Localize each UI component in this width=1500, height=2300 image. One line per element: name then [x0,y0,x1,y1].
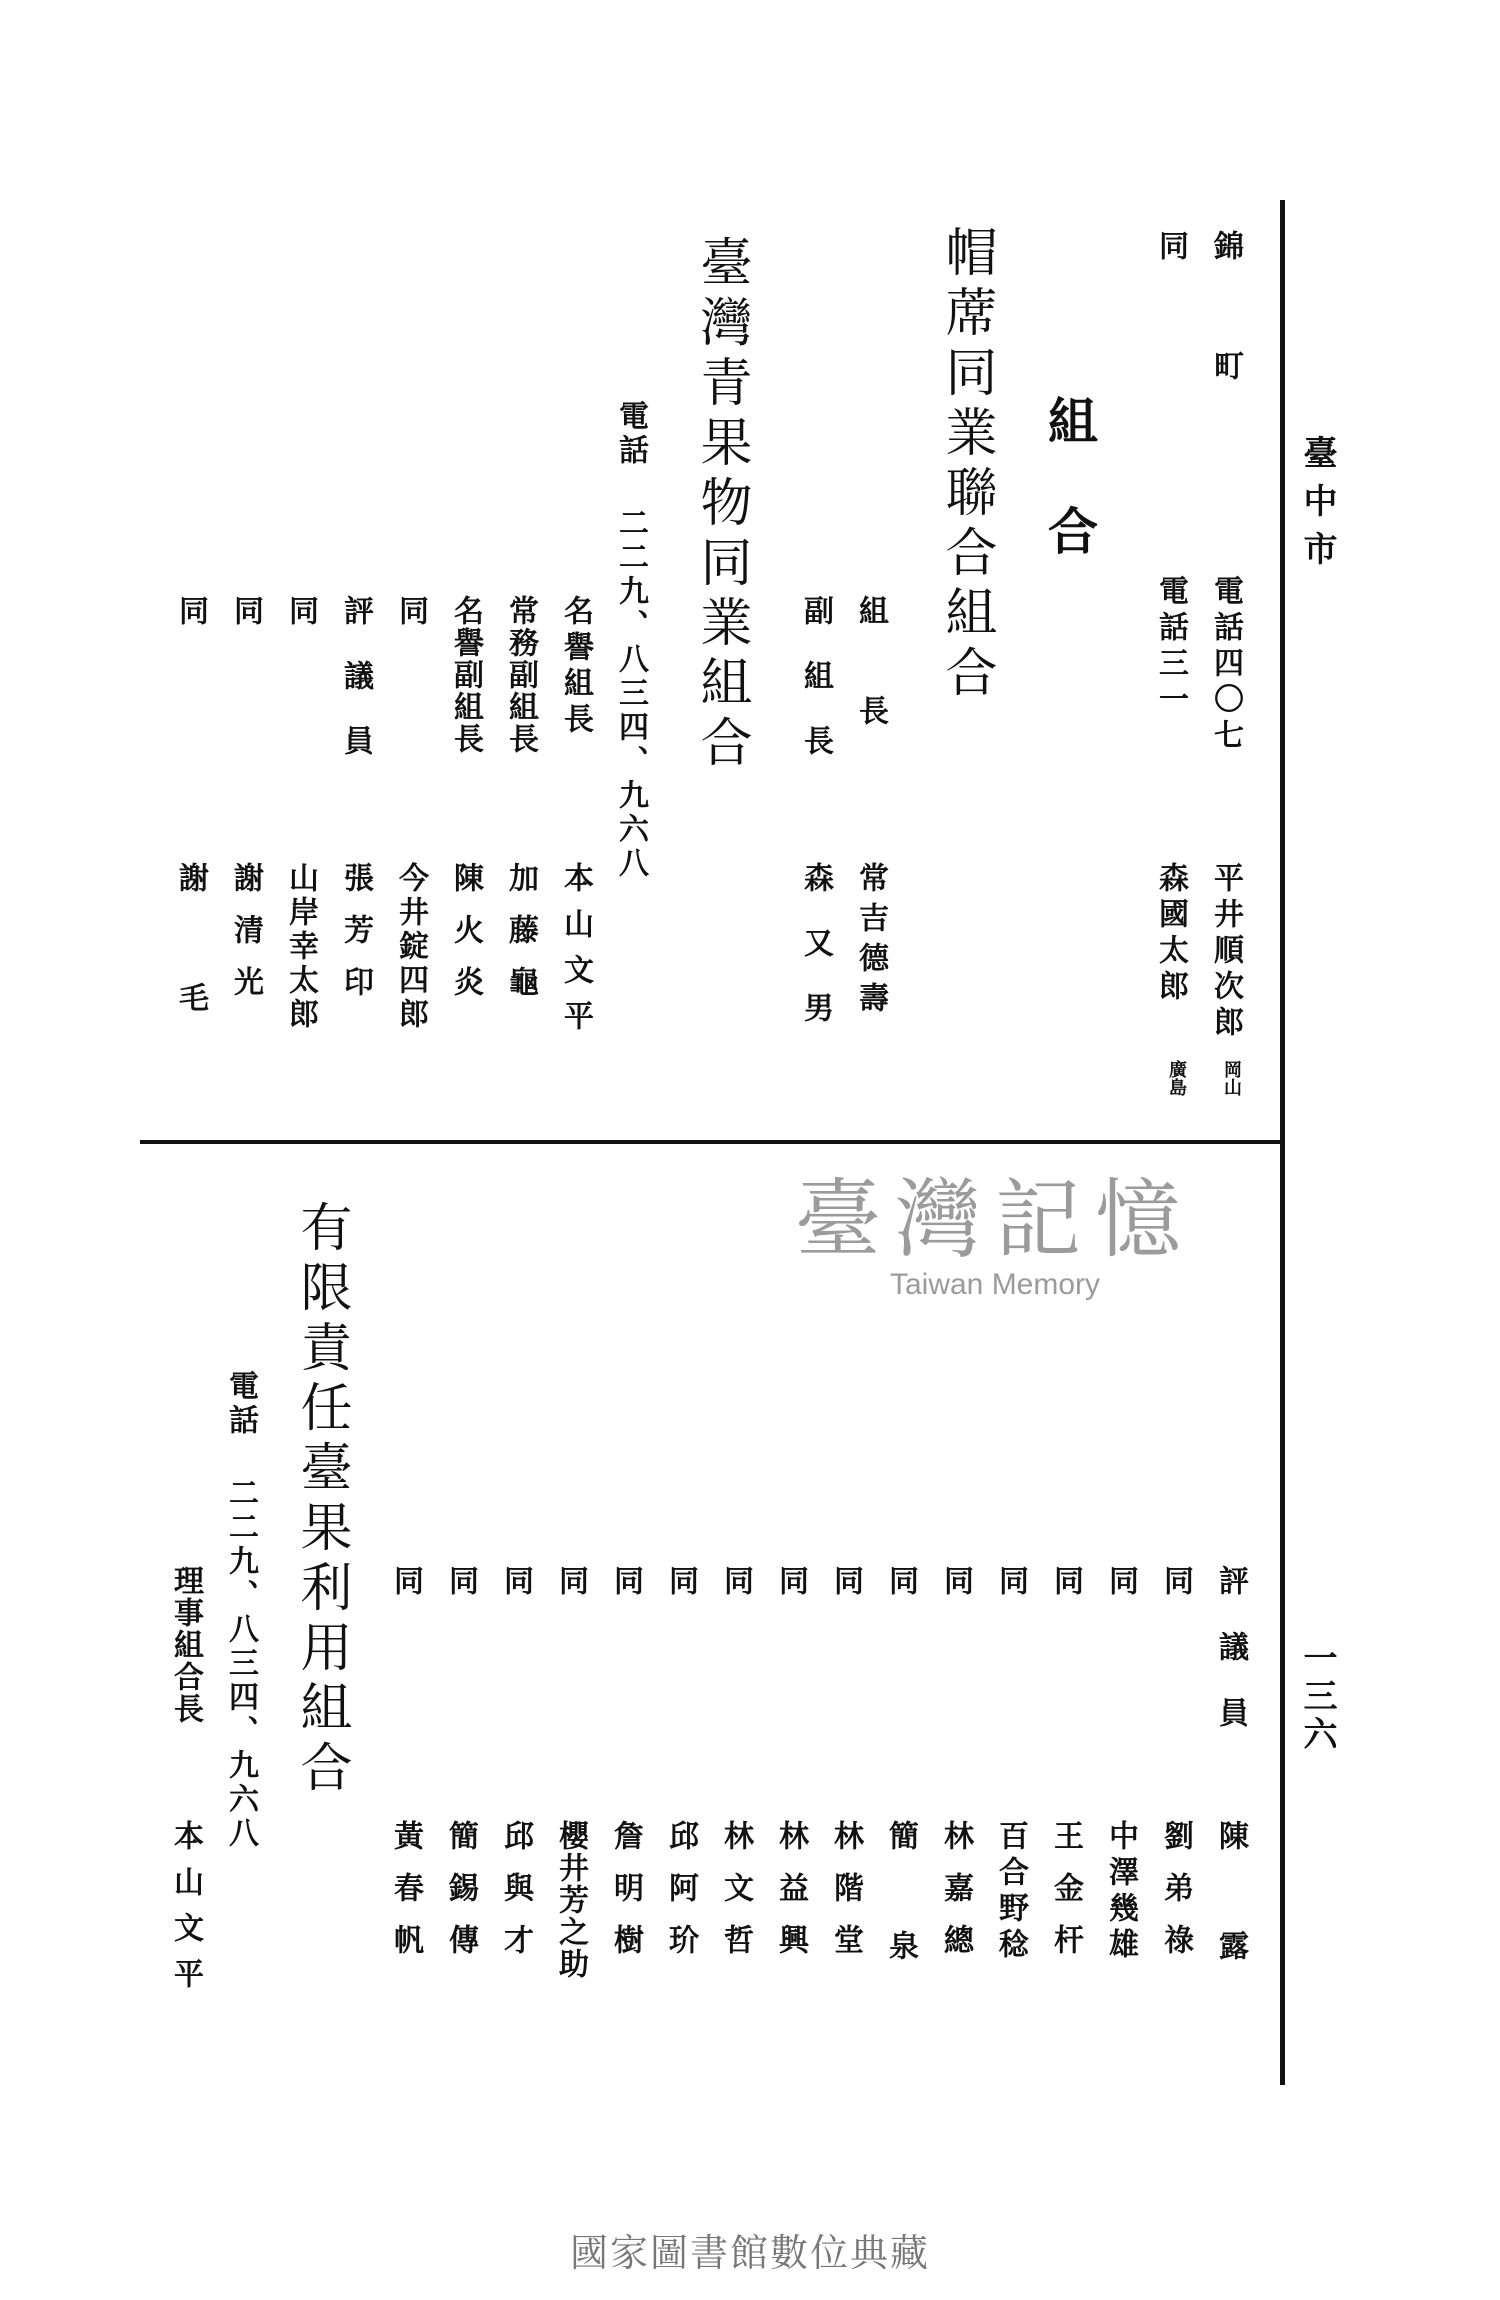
hat-union-name-2: 森又男 [798,862,833,1057]
councilor-name-3: 中澤幾雄 [1103,1820,1138,1964]
councilor-name-8: 林階堂 [828,1820,863,1976]
councilor-name-12: 詹明樹 [608,1820,643,1976]
councilor-role-10: 同 [718,1565,753,1601]
running-head: 臺中市 [1297,435,1337,579]
fruit-name-4: 今井錠四郎 [393,862,428,1032]
hat-union-title: 帽蓆同業聯合組合 [936,225,996,705]
fruit-name-2: 加藤龜 [503,862,538,1018]
councilor-name-16: 黃春帆 [388,1820,423,1976]
fruit-role-6: 同 [283,595,318,631]
fruit-name-8: 謝毛 [173,862,208,1102]
councilor-name-1: 陳露 [1213,1820,1248,2040]
councilor-role-2: 同 [1158,1565,1193,1601]
councilor-role-7: 同 [883,1565,918,1601]
councilor-name-15: 簡錫傳 [443,1820,478,1976]
fruit-name-7: 謝清光 [228,862,263,1018]
origin-row1: 岡山 [1221,1060,1242,1096]
fruit-coop-name: 本山文平 [168,1820,203,2004]
hat-union-role-2: 副組長 [798,595,833,790]
place-row2: 同 [1153,230,1188,266]
councilor-role-6: 同 [938,1565,973,1601]
watermark-en: Taiwan Memory [889,1268,1101,1301]
fruit-name-3: 陳火炎 [448,862,483,1018]
fruit-name-1: 本山文平 [558,862,593,1046]
watermark [745,1150,1245,1302]
fruit-role-2: 常務副組長 [503,595,538,755]
fruit-union-title: 臺灣青果物同業組合 [691,235,751,775]
footer-credit: 國家圖書館數位典藏 [569,2231,930,2275]
fruit-name-6: 山岸幸太郎 [283,862,318,1032]
councilor-role-14: 同 [498,1565,533,1601]
councilor-role-4: 同 [1048,1565,1083,1601]
councilor-role-9: 同 [773,1565,808,1601]
fruit-role-4: 同 [393,595,428,631]
councilor-role-11: 同 [663,1565,698,1601]
section-title: 組合 [1040,395,1099,615]
councilor-role-1: 評議員 [1213,1565,1248,1763]
councilor-name-5: 百合野稔 [993,1820,1028,1964]
fruit-role-8: 同 [173,595,208,631]
councilor-role-15: 同 [443,1565,478,1601]
councilor-name-11: 邱阿玠 [663,1820,698,1976]
councilor-role-13: 同 [553,1565,588,1601]
name-row1: 平井順次郎 [1208,862,1243,1042]
councilor-name-9: 林益興 [773,1820,808,1976]
fruit-role-1: 名譽組長 [558,595,593,739]
councilor-name-4: 王金杆 [1048,1820,1083,1976]
councilor-name-10: 林文哲 [718,1820,753,1976]
watermark-cn: 臺灣記憶 [795,1170,1195,1270]
place-kinmachi: 錦町 [1208,230,1243,470]
fruit-role-3: 名譽副組長 [448,595,483,755]
councilor-role-12: 同 [608,1565,643,1601]
councilor-role-8: 同 [828,1565,863,1601]
phone-row1: 電話四〇七 [1208,575,1243,755]
name-row2: 森國太郎 [1153,862,1188,1006]
fruit-role-7: 同 [228,595,263,631]
origin-row2: 廣島 [1166,1060,1187,1096]
hat-union-role-1: 組長 [853,595,888,795]
fruit-name-5: 張芳印 [338,862,373,1018]
section-divider-rule [140,1140,1283,1144]
councilor-name-6: 林嘉總 [938,1820,973,1976]
fruit-union-phone: 電話 二二九、八三四、九六八 [613,400,648,881]
fruit-coop-role: 理事組合長 [168,1565,203,1725]
councilor-role-5: 同 [993,1565,1028,1601]
councilor-name-13: 櫻井芳之助 [553,1820,588,1980]
fruit-coop-title: 有限責任臺果利用組合 [291,1200,351,1800]
fruit-coop-phone: 電話 二二九、八三四、九六八 [223,1370,258,1851]
hat-union-name-1: 常吉德壽 [853,862,888,1022]
councilor-name-2: 劉弟祿 [1158,1820,1193,1976]
page-number: 一三六 [1297,1640,1337,1754]
councilor-name-14: 邱與才 [498,1820,533,1976]
councilor-role-3: 同 [1103,1565,1138,1601]
councilor-name-7: 簡泉 [883,1820,918,2040]
phone-row2: 電話三一 [1153,575,1188,719]
councilor-role-16: 同 [388,1565,423,1601]
fruit-role-5: 評議員 [338,595,373,790]
